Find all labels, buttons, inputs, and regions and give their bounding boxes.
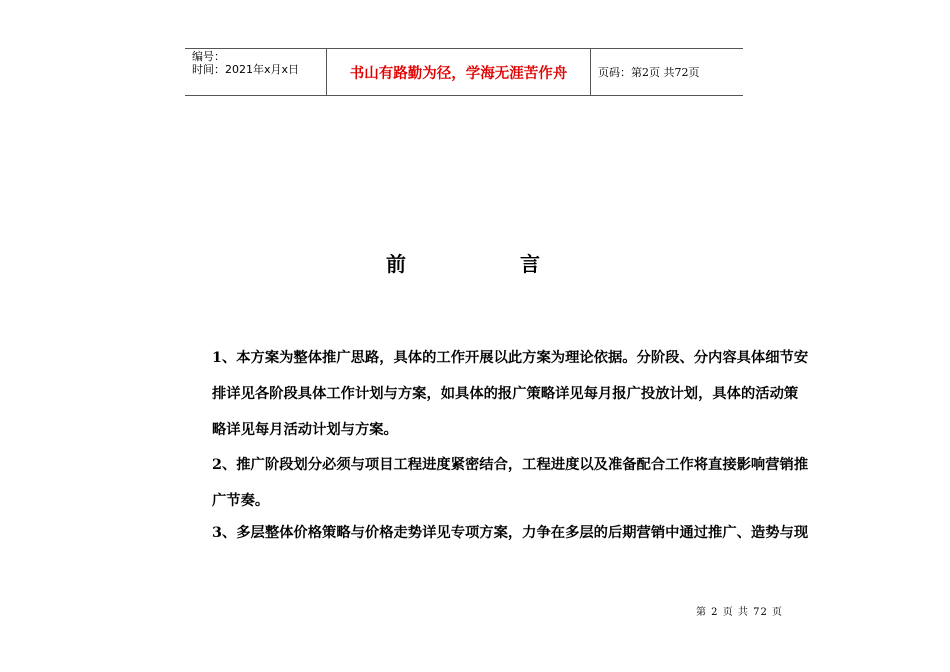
paragraph-line: 广节奏。	[212, 493, 270, 509]
paragraph-2	[212, 447, 872, 519]
paragraph-line: 2、推广阶段划分必须与项目工程进度紧密结合，工程进度以及准备配合工作将直接影响营销推	[212, 457, 809, 473]
document-time-label: 时间：2021年x月x日	[192, 63, 300, 76]
paragraph-3	[212, 515, 872, 551]
header-meta	[185, 49, 326, 95]
document-title-char-1: 前	[386, 252, 406, 276]
document-title-char-2: 言	[520, 252, 540, 276]
header-page-info: 页码：第2页 共72页	[598, 66, 700, 79]
header-motto: 书山有路勤为径，学海无涯苦作舟	[326, 49, 591, 95]
paragraph-line: 3、多层整体价格策略与价格走势详见专项方案，力争在多层的后期营销中通过推广、造势与现	[212, 525, 809, 541]
document-number-label: 编号：	[192, 50, 225, 63]
paragraph-line: 排详见各阶段具体工作计划与方案，如具体的报广策略详见每月报广投放计划，具体的活动策	[212, 386, 799, 402]
paragraph-1	[212, 340, 872, 448]
paragraph-line: 1、本方案为整体推广思路，具体的工作开展以此方案为理论依据。分阶段、分内容具体细节安	[212, 350, 809, 366]
paragraph-line: 略详见每月活动计划与方案。	[212, 422, 398, 438]
page-footer: 第 2 页 共 72 页	[696, 607, 783, 618]
page-header	[185, 48, 743, 96]
